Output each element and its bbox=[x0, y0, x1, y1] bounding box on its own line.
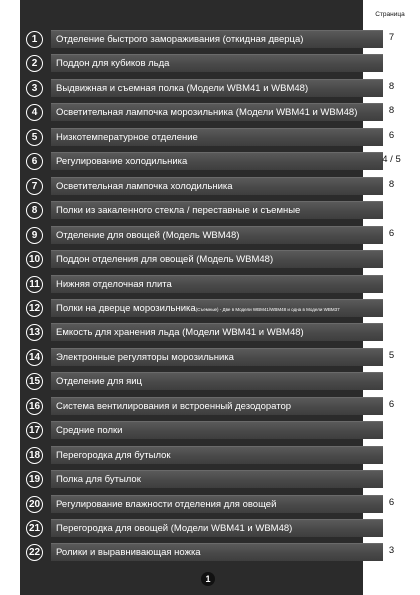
item-number-badge: 6 bbox=[26, 153, 43, 170]
item-label: Низкотемпературное отделение bbox=[56, 131, 198, 143]
list-item bbox=[20, 467, 420, 492]
item-number-badge: 7 bbox=[26, 178, 43, 195]
item-page-number: 8 bbox=[388, 178, 395, 190]
item-label-bar bbox=[51, 519, 383, 537]
item-label-bar bbox=[51, 446, 383, 464]
item-label-container bbox=[56, 181, 233, 192]
item-label: Регулирование холодильника bbox=[56, 156, 188, 168]
item-label-bar bbox=[51, 177, 383, 195]
item-page-number: 6 bbox=[388, 227, 395, 239]
item-label: Отделение быстрого замораживания (откидная дверца) bbox=[56, 34, 304, 45]
list-item bbox=[20, 223, 420, 248]
item-page-number: 8 bbox=[388, 80, 395, 92]
list-item bbox=[20, 345, 420, 370]
item-label: Выдвижная и съемная полка (Модели WBM41 и WBM48) bbox=[56, 82, 309, 94]
list-item bbox=[20, 51, 420, 76]
item-page-number: 7 bbox=[388, 32, 395, 43]
item-number-badge: 2 bbox=[26, 55, 43, 72]
item-label-bar bbox=[51, 152, 383, 170]
item-label-container bbox=[56, 132, 198, 143]
list-item bbox=[20, 418, 420, 443]
list-item bbox=[20, 247, 420, 272]
item-label-container bbox=[56, 156, 187, 167]
item-label-bar bbox=[51, 470, 383, 488]
item-label-bar bbox=[51, 397, 383, 415]
item-label-bar bbox=[51, 103, 383, 121]
item-label: Перегородка для бутылок bbox=[56, 449, 171, 461]
item-label: Полки из закаленного стекла / переставные и съемные bbox=[56, 205, 301, 217]
item-label-container bbox=[56, 303, 340, 314]
list-item bbox=[20, 492, 420, 517]
list-item bbox=[20, 516, 420, 541]
item-label-container bbox=[56, 499, 276, 510]
list-item bbox=[20, 76, 420, 101]
list-item bbox=[20, 369, 420, 394]
item-label-bar bbox=[51, 543, 383, 561]
item-label-container bbox=[56, 401, 291, 412]
item-label: Полка для бутылок bbox=[56, 474, 141, 486]
item-number-badge: 15 bbox=[26, 373, 43, 390]
list-item bbox=[20, 296, 420, 321]
item-label-container bbox=[56, 230, 239, 241]
item-number-badge: 21 bbox=[26, 520, 43, 537]
item-number-badge: 10 bbox=[26, 251, 43, 268]
item-label-bar bbox=[51, 128, 383, 146]
list-item bbox=[20, 27, 420, 52]
item-label-container bbox=[56, 83, 308, 94]
item-label-bar bbox=[51, 79, 383, 97]
item-label-container bbox=[56, 58, 169, 69]
item-number-badge: 18 bbox=[26, 447, 43, 464]
item-label: Поддон для кубиков льда bbox=[56, 58, 170, 70]
item-label-bar bbox=[51, 30, 383, 48]
item-label: Полки на дверце морозильника bbox=[56, 302, 196, 314]
item-number-badge: 14 bbox=[26, 349, 43, 366]
item-label-container bbox=[56, 523, 292, 534]
item-label: Емкость для хранения льда (Модели WBM41 и WBM48) bbox=[56, 327, 304, 339]
list-item bbox=[20, 198, 420, 223]
item-number-badge: 8 bbox=[26, 202, 43, 219]
item-number-badge: 11 bbox=[26, 276, 43, 293]
item-number-badge: 19 bbox=[26, 471, 43, 488]
item-label-bar bbox=[51, 372, 383, 390]
list-item bbox=[20, 125, 420, 150]
item-number-badge: 20 bbox=[26, 496, 43, 513]
item-label-bar bbox=[51, 201, 383, 219]
item-label: Система вентилирования и встроенный дезодоратор bbox=[56, 400, 292, 412]
item-label: Перегородка для овощей (Модели WBM41 и WBM48) bbox=[56, 523, 293, 534]
list-item bbox=[20, 320, 420, 345]
item-number-badge: 9 bbox=[26, 227, 43, 244]
item-label-bar bbox=[51, 54, 383, 72]
item-page-number: 3 bbox=[388, 545, 395, 557]
item-label-note: (Съемные) - Две в Модели WBM41/WBM48 и одна в Модели WBM37 bbox=[195, 306, 340, 312]
item-label: Поддон отделения для овощей (Модель WBM48) bbox=[56, 254, 274, 266]
list-item bbox=[20, 540, 420, 565]
item-label-bar bbox=[51, 275, 383, 293]
list-item bbox=[20, 394, 420, 419]
list-item bbox=[20, 100, 420, 125]
item-label-container bbox=[56, 107, 357, 118]
item-label-container bbox=[56, 279, 172, 290]
item-number-badge: 16 bbox=[26, 398, 43, 415]
item-number-badge: 1 bbox=[26, 31, 43, 48]
item-label-bar bbox=[51, 250, 383, 268]
item-label-container bbox=[56, 474, 141, 485]
item-number-badge: 5 bbox=[26, 129, 43, 146]
item-label: Регулирование влажности отделения для овощей bbox=[56, 498, 277, 510]
page-column-header: Страница bbox=[375, 11, 405, 18]
item-label-container bbox=[56, 376, 142, 387]
item-label: Средние полки bbox=[56, 425, 123, 437]
item-label-container bbox=[56, 450, 171, 461]
list-item bbox=[20, 443, 420, 468]
item-number-badge: 13 bbox=[26, 324, 43, 341]
item-label-bar bbox=[51, 226, 383, 244]
item-label-container bbox=[56, 327, 304, 338]
item-label-container bbox=[56, 547, 201, 558]
item-label: Нижняя отделочная плита bbox=[56, 278, 172, 290]
item-label-container bbox=[56, 352, 234, 363]
item-label-bar bbox=[51, 495, 383, 513]
list-item bbox=[20, 272, 420, 297]
item-label-container bbox=[56, 254, 273, 265]
item-page-number: 6 bbox=[388, 129, 395, 141]
item-label-container bbox=[56, 425, 122, 436]
item-page-number: 5 bbox=[388, 349, 395, 361]
item-page-number: 8 bbox=[388, 105, 395, 117]
item-label: Осветительная лампочка морозильника (Модели WBM41 и WBM48) bbox=[56, 107, 358, 119]
item-label: Отделение для яиц bbox=[56, 376, 143, 388]
list-item bbox=[20, 174, 420, 199]
item-page-number: 6 bbox=[388, 496, 395, 508]
item-label-bar bbox=[51, 323, 383, 341]
item-number-badge: 4 bbox=[26, 104, 43, 121]
item-number-badge: 3 bbox=[26, 80, 43, 97]
item-number-badge: 22 bbox=[26, 544, 43, 561]
item-label-container bbox=[56, 34, 303, 45]
page-number-badge: 1 bbox=[201, 572, 215, 586]
list-item bbox=[20, 149, 420, 174]
item-number-badge: 17 bbox=[26, 422, 43, 439]
item-page-number: 4 / 5 bbox=[382, 154, 401, 166]
item-label-container bbox=[56, 205, 300, 216]
item-page-number: 6 bbox=[388, 398, 395, 410]
item-label: Осветительная лампочка холодильника bbox=[56, 180, 233, 192]
item-number-badge: 12 bbox=[26, 300, 43, 317]
item-label-bar bbox=[51, 348, 383, 366]
item-label: Электронные регуляторы морозильника bbox=[56, 351, 234, 363]
item-label: Отделение для овощей (Модель WBM48) bbox=[56, 229, 240, 241]
item-label-bar bbox=[51, 299, 383, 317]
item-label: Ролики и выравнивающая ножка bbox=[56, 547, 201, 559]
item-label-bar bbox=[51, 421, 383, 439]
